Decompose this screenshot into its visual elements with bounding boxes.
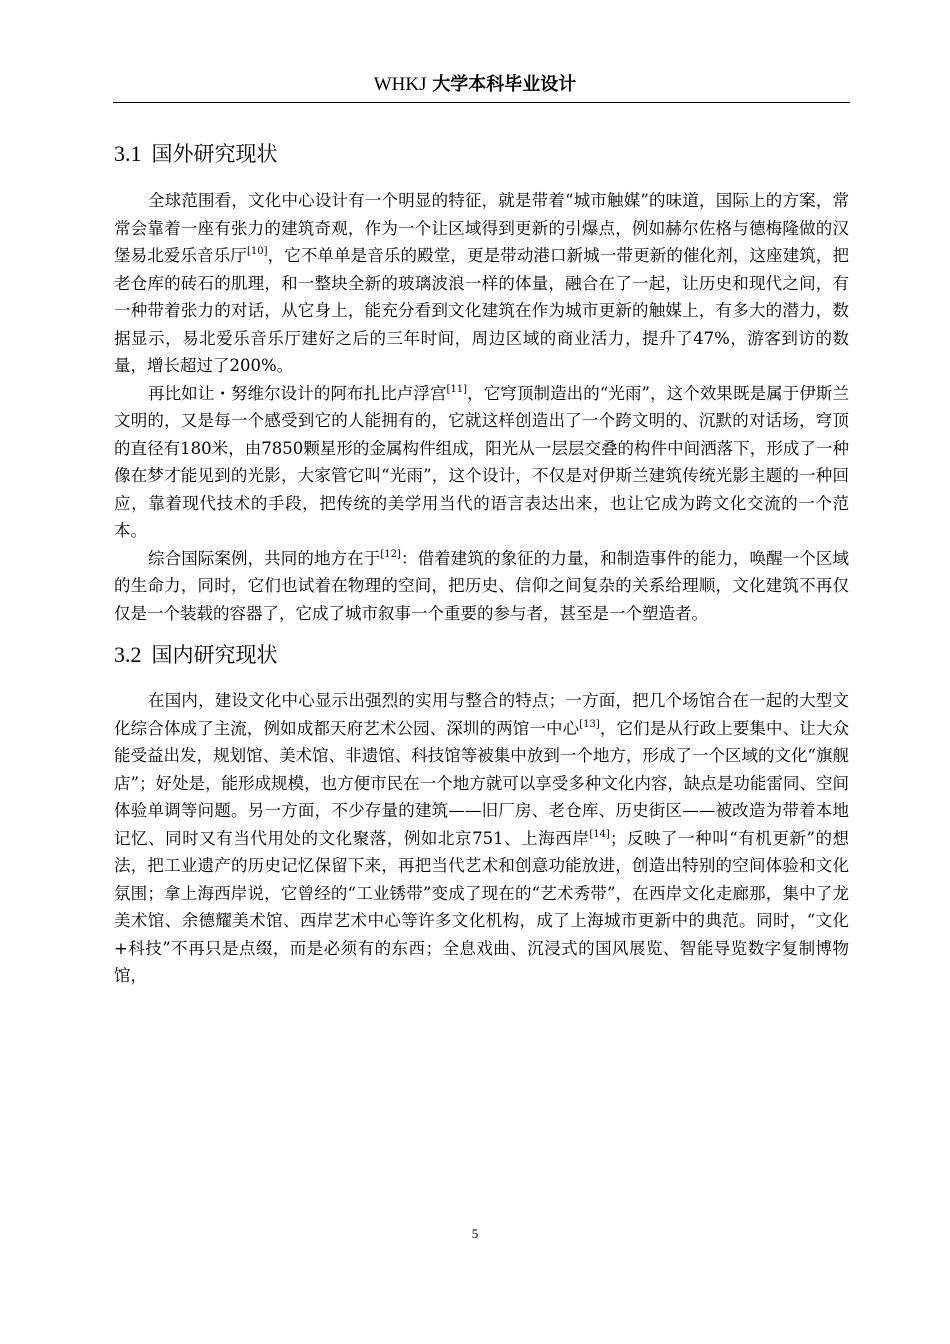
citation: [11] (446, 383, 468, 395)
header-school-code: WHKJ (373, 74, 427, 95)
paragraph-text: ；反映了一种叫“有机更新”的想法，把工业遗产的历史记忆保留下来，再把当代艺术和创意功能放进，创造出特别的空间体验和文化氛围；拿上海西岸说，它曾经的“工业锈带”变成了现在的“艺术秀带”，在西岸文化走廊那，集中了龙美术馆、余德耀美术馆、西岸艺术中心等许多文化机构，成了上海城市更新中的典范。同时，“文化+科技”不再只是点缀，而是必须有的东西；全息戏曲、沉浸式的国风展览、智能导览数字复制博物馆， (114, 828, 849, 985)
paragraph-text: 综合国际案例，共同的地方在于 (148, 548, 381, 568)
citation: [10] (246, 246, 268, 257)
citation: [14] (589, 828, 610, 840)
page-header (0, 74, 950, 96)
paragraph (114, 545, 849, 628)
citation: [13] (579, 718, 600, 730)
paragraph-text: 在国内，建设文化中心显示出强烈的实用与整合的特点；一方面，把几个场馆合在一起的大型文化综合体成了主流，例如成都天府艺术公园、深圳的两馆一中心 (114, 691, 849, 738)
paragraph (114, 687, 849, 990)
section-title: 国外研究现状 (151, 142, 278, 166)
paragraph-text: 全球范围看，文化中心设计有一个明显的特征，就是带着“城市触媒”的味道，国际上的方案，常常会靠着一座有张力的建筑奇观，作为一个让区域得到更新的引爆点，例如赫尔佐格与德梅隆做的汉堡易北爱乐音乐厅 (114, 191, 849, 265)
section-heading-3-1 (114, 139, 849, 169)
header-rule (113, 102, 850, 103)
paragraph-text: ，它不单单是音乐的殿堂，更是带动港口新城一带更新的催化剂，这座建筑，把老仓库的砖石的肌理，和一整块全新的玻璃波浪一样的体量，融合在了一起，让历史和现代之间，有一种带着张力的对话，从它身上，能充分看到文化建筑在作为城市更新的触媒上，有多大的潜力，数据显示，易北爱乐音乐厅建好之后的三年时间，周边区域的商业活力，提升了47%，游客到访的数量，增长超过了200%。 (114, 246, 850, 375)
section-heading-3-2 (114, 640, 849, 670)
page-number: 5 (471, 1226, 479, 1241)
paragraph-text: ，它穹顶制造出的“光雨”，这个效果既是属于伊斯兰文明的，又是每一个感受到它的人能拥有的，它就这样创造出了一个跨文明的、沉默的对话场，穹顶的直径有180米，由7850颗星形的金属构件组成，阳光从一层层交叠的构件中间洒落下，形成了一种像在梦才能见到的光影，大家管它叫“光雨”，这个设计，不仅是对伊斯兰建筑传统光影主题的一种回应，靠着现代技术的手段，把传统的美学用当代的语言表达出来，也让它成为跨文化交流的一个范本。 (114, 383, 850, 540)
section-number: 3.1 (114, 141, 142, 166)
section-title: 国内研究现状 (151, 643, 278, 667)
header-title: 大学本科毕业设计 (432, 74, 577, 95)
paragraph (114, 187, 849, 380)
paragraph-text: ，它们是从行政上要集中、让大众能受益出发，规划馆、美术馆、非遗馆、科技馆等被集中放到一个地方，形成了一个区域的文化“旗舰店”；好处是，能形成规模，也方便市民在一个地方就可以享受多种文化内容，缺点是功能雷同、空间体验单调等问题。另一方面，不少存量的建筑——旧厂房、老仓库、历史街区——被改造为带着本地记忆、同时又有当代用处的文化聚落，例如北京751、上海西岸 (114, 718, 850, 848)
paragraph (114, 380, 849, 545)
citation: [12] (380, 548, 401, 560)
paragraph-text: 再比如让・努维尔设计的阿布扎比卢浮宫 (148, 383, 447, 403)
page-body (114, 139, 849, 990)
section-number: 3.2 (114, 642, 142, 667)
paragraph-text: ：借着建筑的象征的力量，和制造事件的能力，唤醒一个区域的生命力，同时，它们也试着在物理的空间，把历史、信仰之间复杂的关系给理顺，文化建筑不再仅仅是一个装载的容器了，它成了城市叙事一个重要的参与者，甚至是一个塑造者。 (114, 548, 850, 623)
